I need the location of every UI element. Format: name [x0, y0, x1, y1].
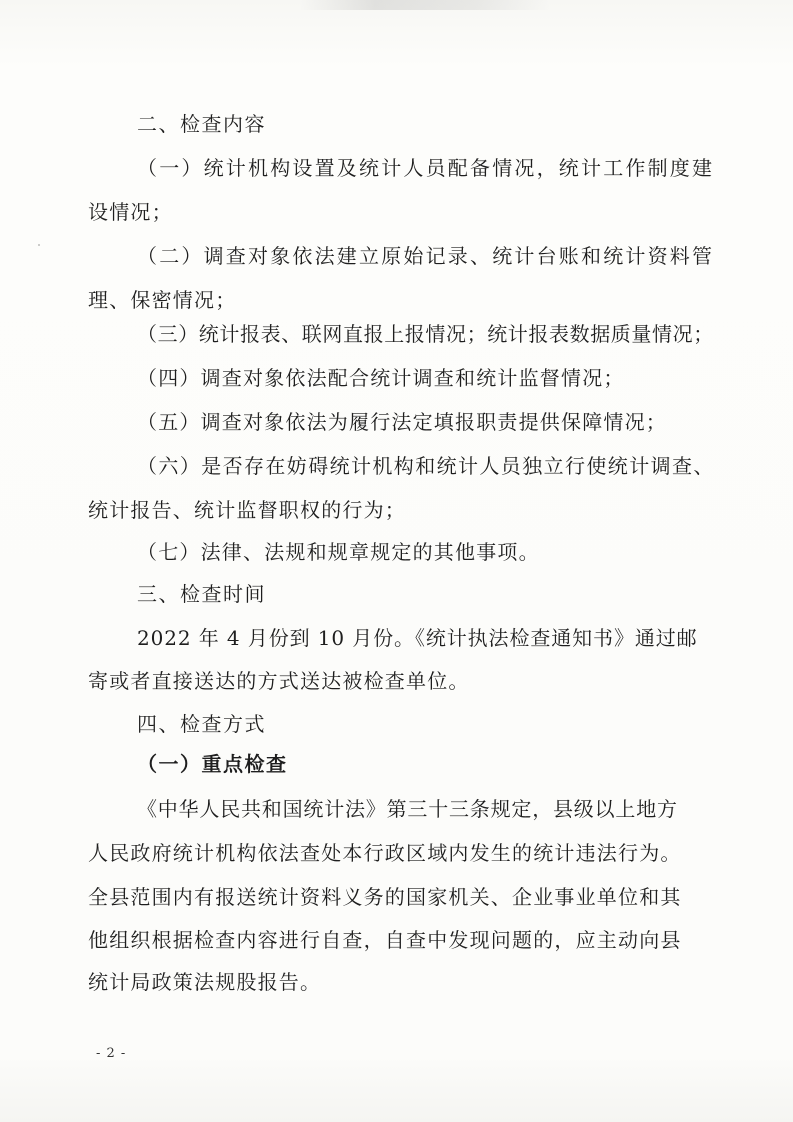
- paragraph-line: （四）调查对象依法配合统计调查和统计监督情况；: [137, 366, 625, 390]
- paragraph-line: （三）统计报表、联网直报上报情况；统计报表数据质量情况；: [137, 322, 714, 346]
- paragraph-line: 寄或者直接送达的方式送达被检查单位。: [88, 669, 470, 693]
- scan-speck: [38, 244, 40, 246]
- paragraph-line: 2022 年 4 月份到 10 月份。《统计执法检查通知书》通过邮: [137, 626, 698, 650]
- paragraph-line: （一）统计机构设置及统计人员配备情况，统计工作制度建: [137, 156, 715, 180]
- paragraph-line: 统计报告、统计监督职权的行为；: [88, 498, 406, 522]
- scan-bleed-mark: [300, 0, 550, 10]
- paragraph-line: （二）调查对象依法建立原始记录、统计台账和统计资料管: [137, 244, 715, 268]
- paragraph-line: 统计局政策法规股报告。: [88, 970, 322, 994]
- subheading-key-inspection: （一）重点检查: [137, 752, 288, 776]
- page-number: - 2 -: [96, 1046, 127, 1061]
- paragraph-line: 人民政府统计机构依法查处本行政区域内发生的统计违法行为。: [88, 841, 682, 865]
- section-heading-inspection-time: 三、检查时间: [137, 582, 266, 606]
- section-heading-inspection-method: 四、检查方式: [137, 712, 266, 736]
- section-heading-inspection-content: 二、检查内容: [137, 112, 266, 136]
- paragraph-line: （五）调查对象依法为履行法定填报职责提供保障情况；: [137, 410, 667, 434]
- paragraph-line: 《中华人民共和国统计法》第三十三条规定，县级以上地方: [137, 797, 678, 821]
- paragraph-line: 设情况；: [88, 200, 173, 224]
- paragraph-line: 他组织根据检查内容进行自查，自查中发现问题的，应主动向县: [88, 928, 682, 952]
- paragraph-line: 理、保密情况；: [88, 288, 237, 312]
- paragraph-line: （七）法律、法规和规章规定的其他事项。: [137, 540, 540, 564]
- paragraph-line: （六）是否存在妨碍统计机构和统计人员独立行使统计调查、: [137, 454, 715, 478]
- paragraph-line: 全县范围内有报送统计资料义务的国家机关、企业事业单位和其: [88, 885, 682, 909]
